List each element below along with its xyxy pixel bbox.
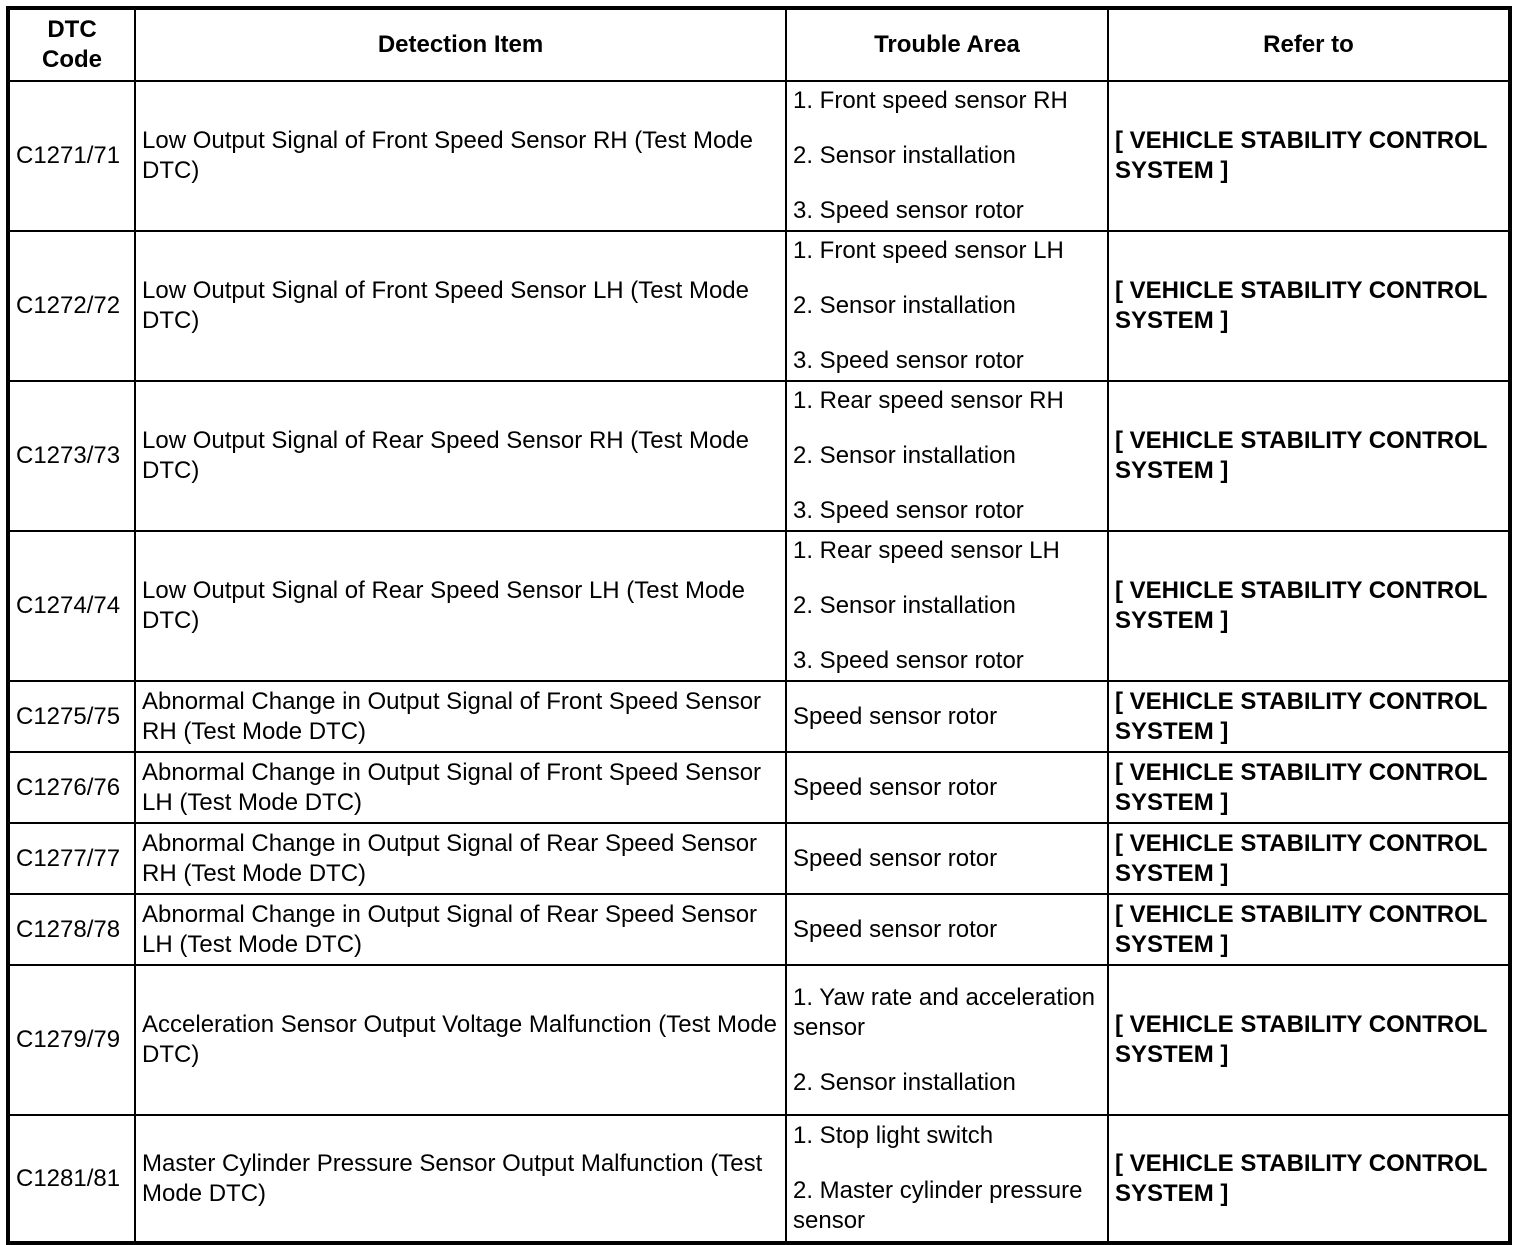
dtc-code-cell: C1281/81 [8,1115,135,1243]
detection-item-cell: Low Output Signal of Rear Speed Sensor RH (Test Mode DTC) [135,381,786,531]
trouble-area-item: Speed sensor rotor [793,915,998,943]
dtc-code-cell: C1271/71 [8,81,135,231]
trouble-area-cell [786,381,1108,531]
dtc-code-cell: C1272/72 [8,231,135,381]
table-row [8,231,1510,381]
trouble-area-item: 3. Speed sensor rotor [793,347,1024,374]
table-header-row [8,8,1510,81]
detection-item-cell: Low Output Signal of Front Speed Sensor RH (Test Mode DTC) [135,81,786,231]
refer-to-cell: [ VEHICLE STABILITY CONTROL SYSTEM ] [1108,381,1510,531]
trouble-area-cell [786,531,1108,681]
detection-item-cell: Acceleration Sensor Output Voltage Malfunction (Test Mode DTC) [135,965,786,1115]
table-row [8,1115,1510,1243]
trouble-area-item: 2. Sensor installation [793,442,1016,469]
trouble-area-item: 1. Stop light switch [793,1122,994,1149]
table-row [8,752,1510,823]
trouble-area-item: 2. Sensor installation [793,142,1016,169]
dtc-table [6,6,1512,1245]
dtc-code-cell: C1273/73 [8,381,135,531]
dtc-code-cell: C1278/78 [8,894,135,965]
trouble-area-item: 1. Front speed sensor LH [793,237,1064,264]
detection-item-cell: Low Output Signal of Rear Speed Sensor LH (Test Mode DTC) [135,531,786,681]
trouble-area-item: 1. Rear speed sensor RH [793,387,1064,414]
trouble-area-cell [786,1115,1108,1243]
trouble-area-item: 3. Speed sensor rotor [793,647,1024,674]
dtc-code-cell: C1275/75 [8,681,135,752]
trouble-area-item: 3. Speed sensor rotor [793,497,1024,524]
trouble-area-item: Speed sensor rotor [793,844,998,872]
detection-item-cell: Abnormal Change in Output Signal of Rear Speed Sensor LH (Test Mode DTC) [135,894,786,965]
refer-to-cell: [ VEHICLE STABILITY CONTROL SYSTEM ] [1108,1115,1510,1243]
trouble-area-cell [786,965,1108,1115]
table-row [8,531,1510,681]
header-trouble-area: Trouble Area [786,8,1108,81]
trouble-area-cell [786,81,1108,231]
table-row [8,81,1510,231]
header-detection-item: Detection Item [135,8,786,81]
refer-to-cell: [ VEHICLE STABILITY CONTROL SYSTEM ] [1108,894,1510,965]
detection-item-cell: Master Cylinder Pressure Sensor Output Malfunction (Test Mode DTC) [135,1115,786,1243]
trouble-area-item: 2. Sensor installation [793,592,1016,619]
trouble-area-item: 2. Sensor installation [793,292,1016,319]
trouble-area-item: 3. Speed sensor rotor [793,197,1024,224]
detection-item-cell: Abnormal Change in Output Signal of Front Speed Sensor RH (Test Mode DTC) [135,681,786,752]
refer-to-cell: [ VEHICLE STABILITY CONTROL SYSTEM ] [1108,752,1510,823]
table-row [8,381,1510,531]
trouble-area-cell [786,231,1108,381]
table-row [8,965,1510,1115]
table-row [8,681,1510,752]
trouble-area-item: Speed sensor rotor [793,702,998,730]
table-row [8,823,1510,894]
dtc-code-cell: C1279/79 [8,965,135,1115]
refer-to-cell: [ VEHICLE STABILITY CONTROL SYSTEM ] [1108,823,1510,894]
refer-to-cell: [ VEHICLE STABILITY CONTROL SYSTEM ] [1108,965,1510,1115]
detection-item-cell: Abnormal Change in Output Signal of Front Speed Sensor LH (Test Mode DTC) [135,752,786,823]
dtc-code-cell: C1277/77 [8,823,135,894]
trouble-area-item: 2. Sensor installation [793,1068,1016,1096]
refer-to-cell: [ VEHICLE STABILITY CONTROL SYSTEM ] [1108,81,1510,231]
trouble-area-item: 1. Rear speed sensor LH [793,537,1060,564]
dtc-code-cell: C1274/74 [8,531,135,681]
detection-item-cell: Low Output Signal of Front Speed Sensor LH (Test Mode DTC) [135,231,786,381]
trouble-area-item: Speed sensor rotor [793,773,998,801]
trouble-area-cell [786,894,1108,965]
trouble-area-item: 2. Master cylinder pressure sensor [793,1177,1083,1234]
trouble-area-item: 1. Front speed sensor RH [793,87,1068,114]
refer-to-cell: [ VEHICLE STABILITY CONTROL SYSTEM ] [1108,681,1510,752]
trouble-area-cell [786,752,1108,823]
header-refer-to: Refer to [1108,8,1510,81]
refer-to-cell: [ VEHICLE STABILITY CONTROL SYSTEM ] [1108,231,1510,381]
dtc-code-cell: C1276/76 [8,752,135,823]
trouble-area-item: 1. Yaw rate and acceleration sensor [793,983,1095,1041]
detection-item-cell: Abnormal Change in Output Signal of Rear Speed Sensor RH (Test Mode DTC) [135,823,786,894]
refer-to-cell: [ VEHICLE STABILITY CONTROL SYSTEM ] [1108,531,1510,681]
header-dtc-code: DTC Code [8,8,135,81]
trouble-area-cell [786,681,1108,752]
table-row [8,894,1510,965]
trouble-area-cell [786,823,1108,894]
